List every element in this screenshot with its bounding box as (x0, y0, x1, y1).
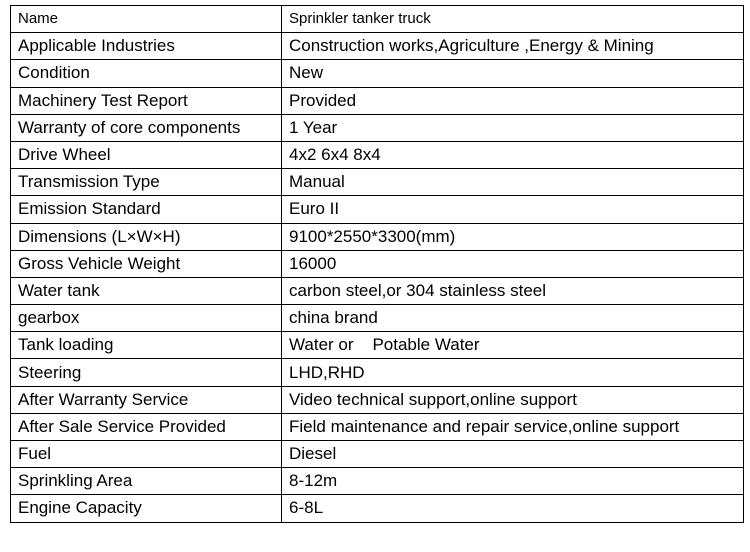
table-row (11, 114, 744, 141)
row-value-emission-standard: Euro II (282, 196, 744, 223)
row-value-dimensions: 9100*2550*3300(mm) (282, 223, 744, 250)
row-value-water-tank: carbon steel,or 304 stainless steel (282, 277, 744, 304)
row-label-warranty-core-components: Warranty of core components (11, 114, 282, 141)
row-value-applicable-industries: Construction works,Agriculture ,Energy & Mining (282, 33, 744, 60)
table-row (11, 141, 744, 168)
row-value-after-sale-service: Field maintenance and repair service,online support (282, 413, 744, 440)
table-row (11, 250, 744, 277)
row-label-name: Name (11, 6, 282, 33)
table-row (11, 33, 744, 60)
row-label-emission-standard: Emission Standard (11, 196, 282, 223)
row-value-name: Sprinkler tanker truck (282, 6, 744, 33)
table-row (11, 60, 744, 87)
row-label-dimensions: Dimensions (L×W×H) (11, 223, 282, 250)
row-label-water-tank: Water tank (11, 277, 282, 304)
row-label-sprinkling-area: Sprinkling Area (11, 468, 282, 495)
row-label-drive-wheel: Drive Wheel (11, 141, 282, 168)
row-value-sprinkling-area: 8-12m (282, 468, 744, 495)
row-value-gross-vehicle-weight: 16000 (282, 250, 744, 277)
row-value-gearbox: china brand (282, 305, 744, 332)
table-row (11, 223, 744, 250)
row-label-machinery-test-report: Machinery Test Report (11, 87, 282, 114)
spec-table (10, 5, 744, 523)
row-label-fuel: Fuel (11, 441, 282, 468)
row-value-steering: LHD,RHD (282, 359, 744, 386)
table-row (11, 87, 744, 114)
row-label-engine-capacity: Engine Capacity (11, 495, 282, 522)
row-value-transmission-type: Manual (282, 169, 744, 196)
table-row (11, 332, 744, 359)
row-label-gearbox: gearbox (11, 305, 282, 332)
table-row (11, 169, 744, 196)
row-value-condition: New (282, 60, 744, 87)
table-row (11, 359, 744, 386)
row-value-engine-capacity: 6-8L (282, 495, 744, 522)
table-row (11, 413, 744, 440)
table-row (11, 277, 744, 304)
table-row (11, 441, 744, 468)
table-row (11, 196, 744, 223)
row-label-gross-vehicle-weight: Gross Vehicle Weight (11, 250, 282, 277)
table-row (11, 468, 744, 495)
row-value-warranty-core-components: 1 Year (282, 114, 744, 141)
table-row (11, 6, 744, 33)
row-value-machinery-test-report: Provided (282, 87, 744, 114)
row-value-drive-wheel: 4x2 6x4 8x4 (282, 141, 744, 168)
row-label-applicable-industries: Applicable Industries (11, 33, 282, 60)
row-value-fuel: Diesel (282, 441, 744, 468)
row-label-transmission-type: Transmission Type (11, 169, 282, 196)
table-row (11, 386, 744, 413)
row-label-steering: Steering (11, 359, 282, 386)
spec-table-body (11, 6, 744, 523)
table-row (11, 305, 744, 332)
row-label-after-sale-service: After Sale Service Provided (11, 413, 282, 440)
row-label-tank-loading: Tank loading (11, 332, 282, 359)
row-value-after-warranty-service: Video technical support,online support (282, 386, 744, 413)
table-row (11, 495, 744, 522)
row-label-condition: Condition (11, 60, 282, 87)
row-label-after-warranty-service: After Warranty Service (11, 386, 282, 413)
row-value-tank-loading: Water or Potable Water (282, 332, 744, 359)
